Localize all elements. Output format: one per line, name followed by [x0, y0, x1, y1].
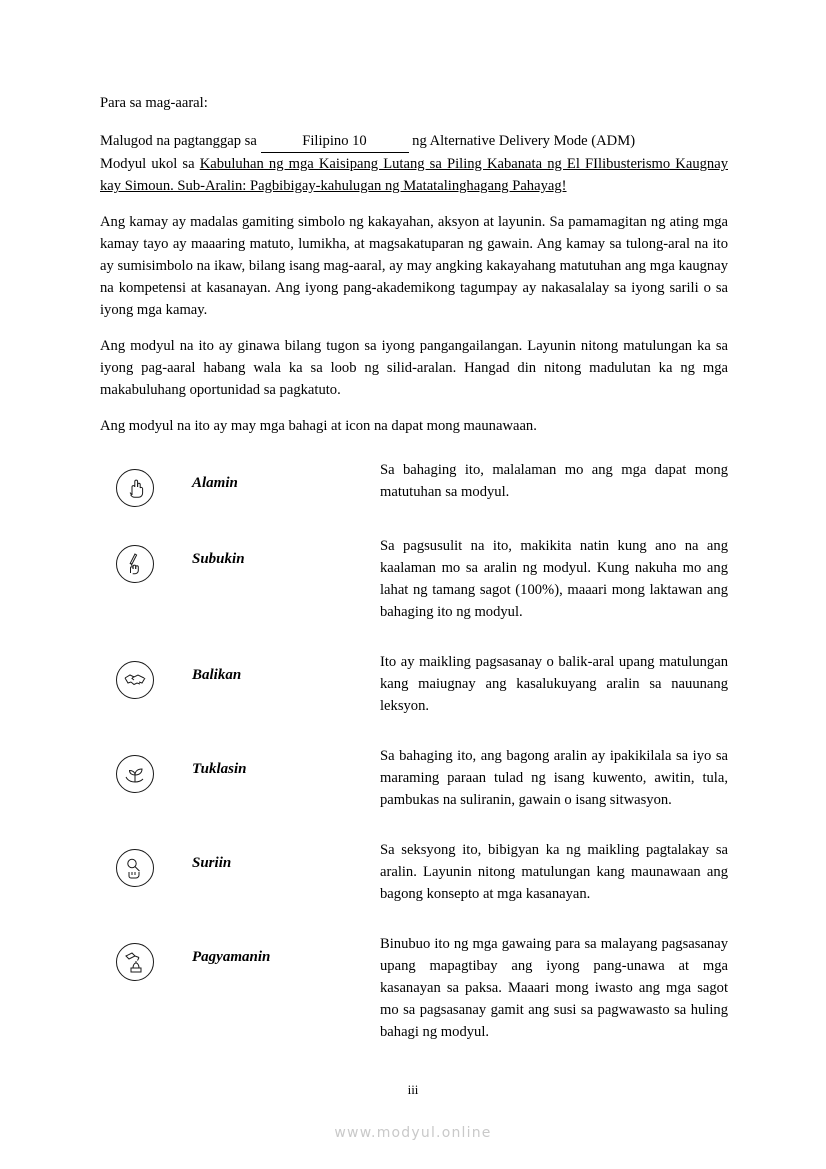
table-row [100, 745, 728, 839]
welcome-text-after: ng Alternative Delivery Mode (ADM) [412, 133, 636, 149]
hand-magnifier-icon [116, 849, 154, 887]
subject-blank-field: Filipino 10 [261, 130, 409, 153]
paragraph-hand-symbol: Ang kamay ay madalas gamiting simbolo ng kakayahan, aksyon at layunin. Sa pamamagitan ng ating mga kamay tayo ay maaaring matuto, lumikha, at magsakatuparan ng gawain. Ang kamay sa tulong-aral na ito ay sumisimbolo na ikaw, bilang isang mag-aaral, ay may angking kakayahang matutuhan ang mga kaugnay na kompetensi at kasanayan. Ang iyong pang-akademikong tagumpay ay nakasalalay sa iyong sarili o sa iyong mga kamay. [100, 214, 728, 318]
icon-description-suriin: Sa seksyong ito, bibigyan ka ng maikling pagtalakay sa aralin. Layunin nitong matulungan kang maunawaan ang bagong konsepto at mga kasanayan. [380, 842, 728, 902]
table-row [100, 459, 728, 535]
icon-label-subukin: Subukin [192, 551, 245, 567]
hand-pointing-icon [116, 469, 154, 507]
module-title-underlined: Kabuluhan ng mga Kaisipang Lutang sa Piling Kabanata ng El FIlibusterismo Kaugnay kay Simoun. Sub-Aralin: Pagbibigay-kahulugan ng Matatalinghagang Pahayag! [100, 156, 728, 194]
page-number: iii [407, 1082, 419, 1097]
icon-description-pagyamanin: Binubuo ito ng mga gawaing para sa malayang pagsasanay upang mapagtibay ang iyong pang-unawa at mga kasanayan sa paksa. Maaari mong iwasto ang mga sagot mo sa pagsasanay gamit ang susi sa pagwawasto sa huling bahagi ng modyul. [380, 936, 728, 1040]
icon-legend-table [100, 459, 728, 1071]
icon-label-balikan: Balikan [192, 667, 242, 683]
icon-description-tuklasin: Sa bahaging ito, ang bagong aralin ay ipakikilala sa iyo sa maraming paraan tulad ng isang kuwento, awitin, tula, pambukas na suliranin, gawain o isang sitwasyon. [380, 748, 728, 808]
icon-description-subukin: Sa pagsusulit na ito, makikita natin kung ano na ang kaalaman mo sa aralin ng modyul. Kung nakuha mo ang lahat ng tamang sagot (100%), maaari mong laktawan ang bahaging ito ng modyul. [380, 538, 728, 620]
hand-holding-plant-icon [116, 755, 154, 793]
welcome-paragraph [100, 130, 728, 197]
paragraph-icon-intro: Ang modyul na ito ay may mga bahagi at icon na dapat mong maunawaan. [100, 418, 537, 434]
icon-label-pagyamanin: Pagyamanin [192, 949, 271, 965]
table-row [100, 933, 728, 1071]
table-row [100, 535, 728, 651]
module-prefix: Modyul ukol sa [100, 156, 195, 172]
icon-label-alamin: Alamin [192, 475, 238, 491]
page-heading: Para sa mag-aaral: [100, 95, 208, 111]
hand-writing-pencil-icon [116, 545, 154, 583]
icon-description-balikan: Ito ay maikling pagsasanay o balik-aral upang matulungan kang maiugnay ang kasalukuyang aralin sa nauunang leksyon. [380, 654, 728, 714]
icon-label-suriin: Suriin [192, 855, 232, 871]
paragraph-module-purpose: Ang modyul na ito ay ginawa bilang tugon sa iyong pangangailangan. Layunin nitong matulungan ka sa iyong pag-aaral habang wala ka sa loob ng silid-aralan. Hangad din nitong madulutan ka ng mga makabuluhang oportunidad sa pagkatuto. [100, 338, 728, 398]
icon-description-alamin: Sa bahaging ito, malalaman mo ang mga dapat mong matutuhan sa modyul. [380, 462, 728, 500]
hand-watering-plant-icon [116, 943, 154, 981]
watermark: www.modyul.online [334, 1125, 492, 1141]
table-row [100, 839, 728, 933]
handshake-icon [116, 661, 154, 699]
table-row [100, 651, 728, 745]
icon-label-tuklasin: Tuklasin [192, 761, 247, 777]
welcome-text-before: Malugod na pagtanggap sa [100, 133, 257, 149]
page-content [100, 92, 728, 1071]
